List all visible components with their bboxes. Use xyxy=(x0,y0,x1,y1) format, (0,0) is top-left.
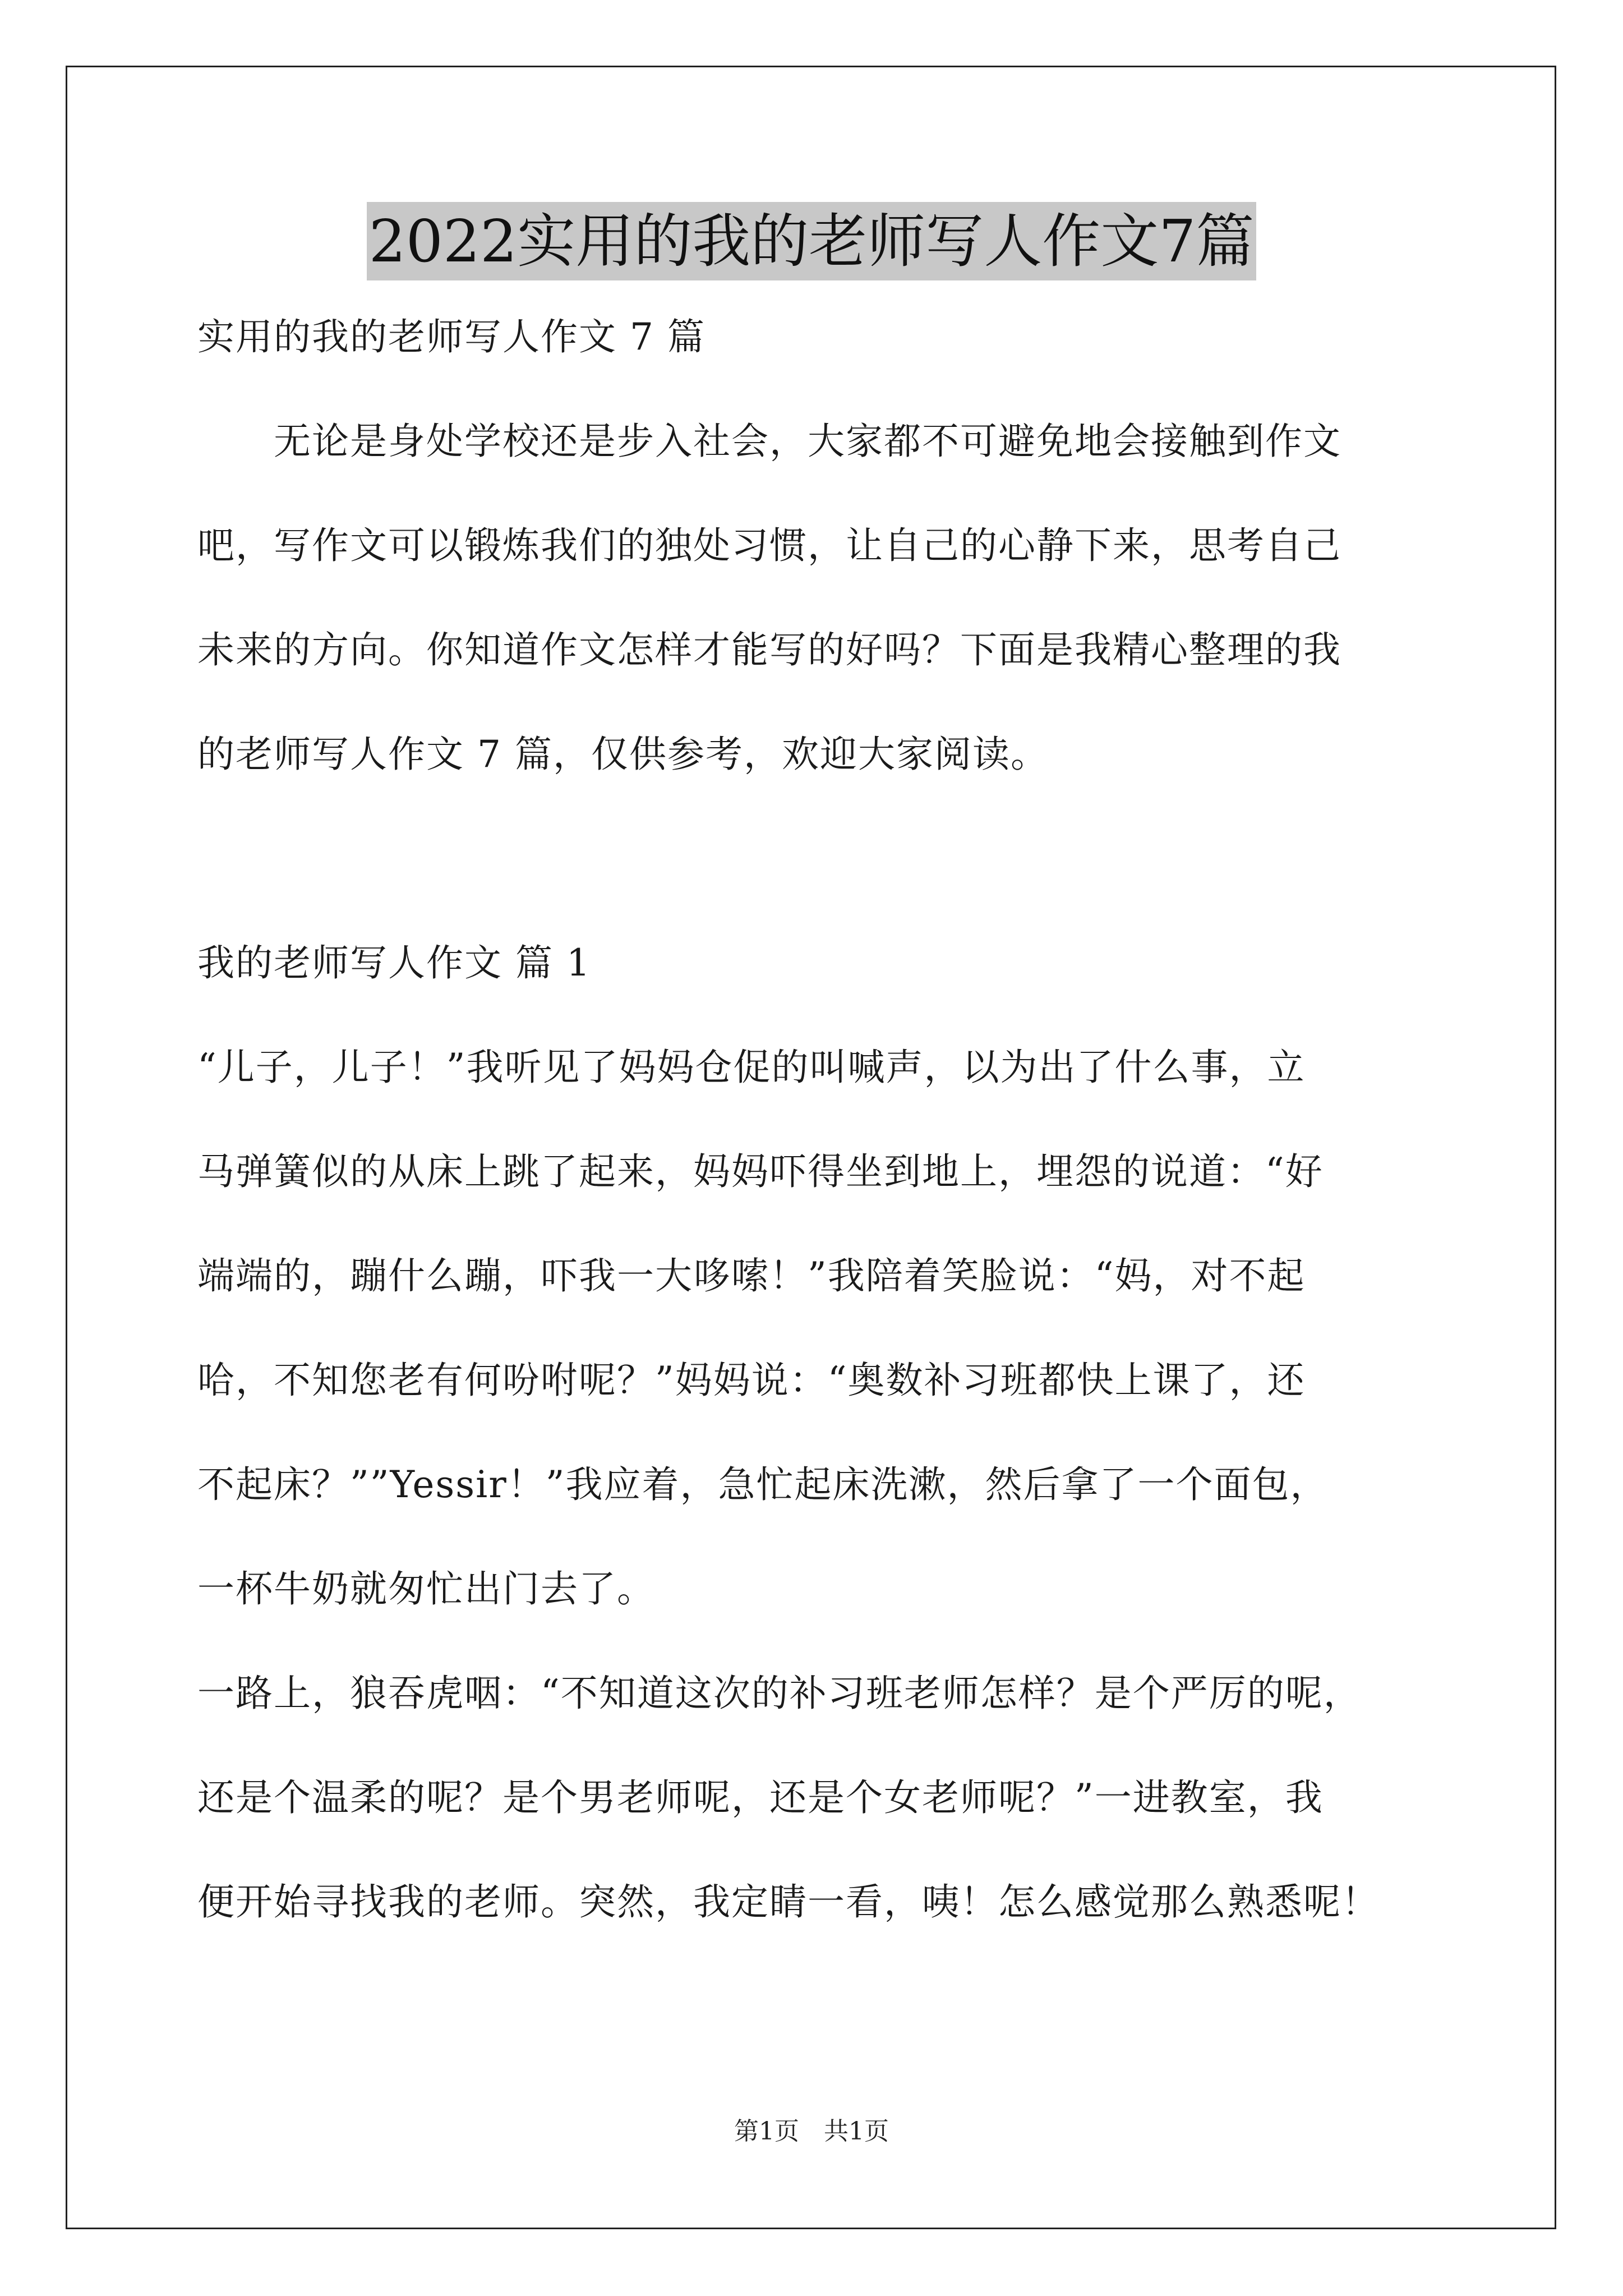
page-number: 第1页 xyxy=(734,2117,799,2146)
section-heading: 我的老师写人作文 篇 1 xyxy=(197,941,591,984)
subtitle-line: 实用的我的老师写人作文 7 篇 xyxy=(197,315,706,358)
paragraph-line: “儿子，儿子！”我听见了妈妈仓促的叫喊声，以为出了什么事，立 xyxy=(197,1046,1306,1089)
title-container xyxy=(0,202,1623,280)
paragraph-line: 无论是身处学校还是步入社会，大家都不可避免地会接触到作文 xyxy=(197,420,1341,463)
paragraph-line: 吧，写作文可以锻炼我们的独处习惯，让自己的心静下来，思考自己 xyxy=(197,524,1341,567)
paragraph-line: 端端的，蹦什么蹦，吓我一大哆嗦！”我陪着笑脸说：“妈，对不起 xyxy=(197,1254,1306,1297)
paragraph-line: 马弹簧似的从床上跳了起来，妈妈吓得坐到地上，埋怨的说道：“好 xyxy=(197,1150,1324,1193)
paragraph-line: 还是个温柔的呢？是个男老师呢，还是个女老师呢？”一进教室，我 xyxy=(197,1776,1324,1819)
paragraph-line: 一路上，狼吞虎咽：“不知道这次的补习班老师怎样？是个严厉的呢， xyxy=(197,1672,1362,1715)
paragraph-line: 未来的方向。你知道作文怎样才能写的好吗？下面是我精心整理的我 xyxy=(197,628,1341,671)
paragraph-line: 不起床？””Yessir！”我应着，急忙起床洗漱，然后拿了一个面包， xyxy=(197,1463,1329,1506)
page-footer xyxy=(0,2115,1623,2148)
document-title: 2022实用的我的老师写人作文7篇 xyxy=(367,202,1257,280)
document-body xyxy=(197,311,1431,1928)
paragraph-line: 的老师写人作文 7 篇，仅供参考，欢迎大家阅读。 xyxy=(197,733,1049,776)
paragraph-line: 一杯牛奶就匆忙出门去了。 xyxy=(197,1567,655,1611)
paragraph-line: 哈，不知您老有何吩咐呢？”妈妈说：“奥数补习班都快上课了，还 xyxy=(197,1359,1306,1402)
paragraph-line: 便开始寻找我的老师。突然，我定睛一看，咦！怎么感觉那么熟悉呢！ xyxy=(197,1880,1380,1924)
page-total: 共1页 xyxy=(824,2117,889,2146)
